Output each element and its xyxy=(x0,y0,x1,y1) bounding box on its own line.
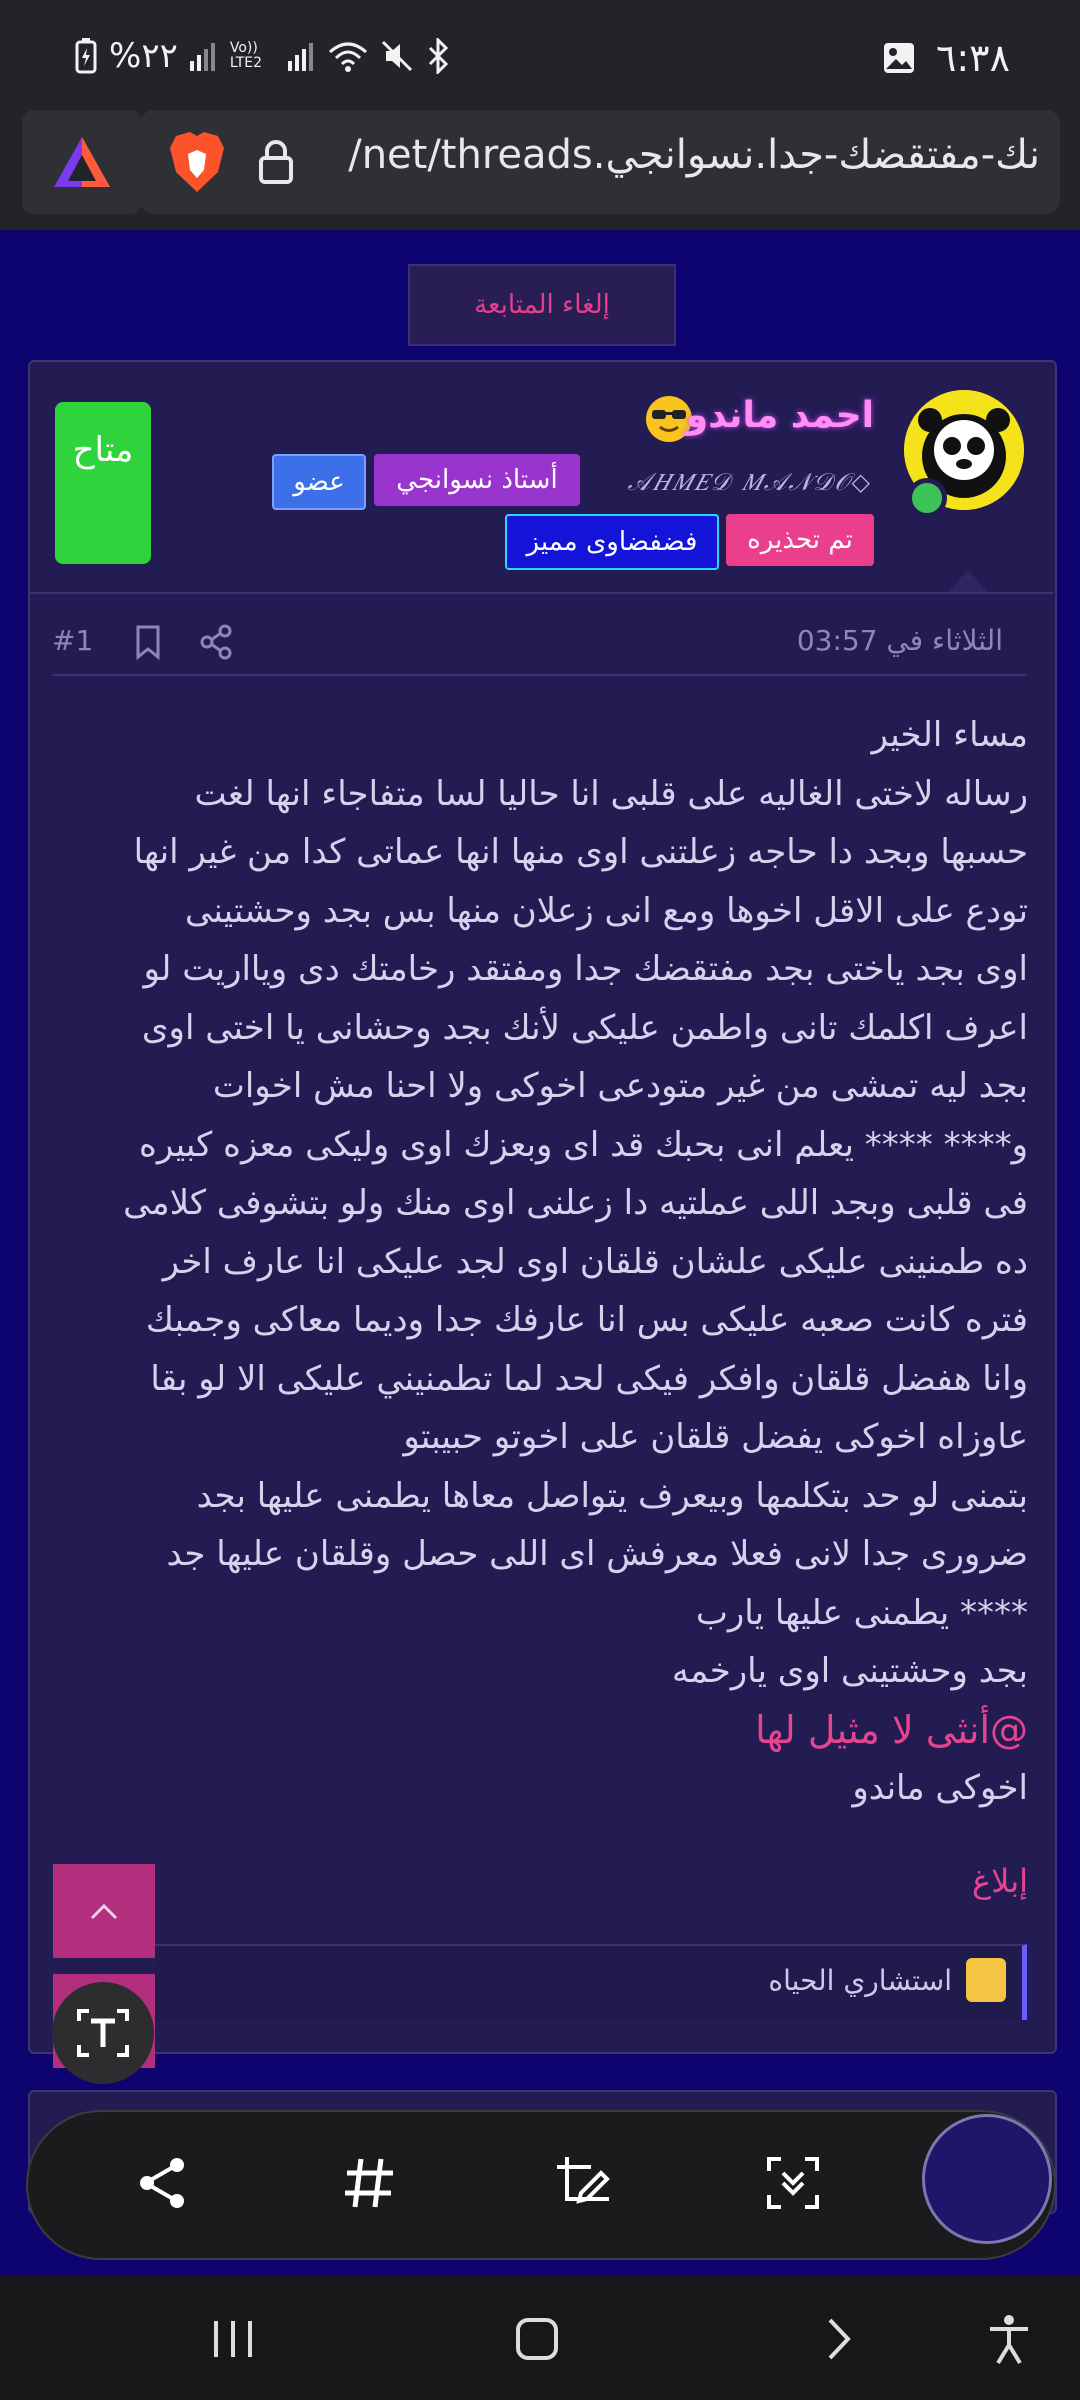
post-text-line: اوى بجد ياختى بجد مفتقضك جدا ومفتقد رخامتك دى ويااريت لو xyxy=(143,949,1028,989)
crop-edit-icon xyxy=(553,2153,613,2213)
hashtag-icon xyxy=(341,2155,397,2211)
unfollow-button[interactable]: إلغاء المتابعة xyxy=(408,264,676,346)
post-text-line: حسبها وبجد دا حاجه زعلتنى اوى منها انها عماتى كدا من غير انها xyxy=(133,832,1028,872)
status-right xyxy=(882,36,1010,80)
brave-rewards-icon xyxy=(52,135,112,189)
screenshot-toolbar xyxy=(26,2110,1056,2260)
post-text-line: مساء الخير xyxy=(871,715,1028,755)
clock: ٦:٣٨ xyxy=(935,36,1010,80)
user-tag-teacher: أستاذ نسوانجي xyxy=(374,454,580,506)
post-text-line: و**** **** يعلم انى بحبك قد اى وبعزك اوى وليكى معزه كبيره xyxy=(139,1124,1028,1165)
post-text-line: ده طمنينى عليكى علشان قلقان اوى لجد عليكى انا عارف اخر xyxy=(162,1241,1028,1282)
reaction-users[interactable]: استشاري الحياه xyxy=(768,1964,952,1997)
share-icon xyxy=(135,2155,191,2211)
brave-rewards-button[interactable] xyxy=(22,110,142,214)
user-tag-warned: تم تحذيره xyxy=(726,514,874,566)
divider xyxy=(28,592,1053,594)
signal-icon xyxy=(190,41,218,71)
post-date[interactable]: الثلاثاء في 03:57 xyxy=(796,624,1003,657)
post-text-line: بتمنى لو حد بتكلمها وبيعرف يتواصل معاها يطمنى عليها بجد xyxy=(196,1475,1028,1516)
status-bar xyxy=(0,0,1080,110)
home-button[interactable] xyxy=(502,2306,572,2372)
post-meta xyxy=(28,612,1053,672)
battery-charging-icon xyxy=(75,38,97,74)
accessibility-icon xyxy=(986,2313,1032,2365)
toolbar-edit-button[interactable] xyxy=(548,2148,618,2218)
recents-button[interactable] xyxy=(198,2306,268,2372)
network-label: Vo)) LTE2 xyxy=(229,40,263,71)
post-text-line: اعرف اكلمك تانى واطمن عليكى لأنك بجد وحشانى يا اختى اوى xyxy=(141,1007,1028,1048)
system-nav-bar xyxy=(0,2276,1080,2400)
user-tag-member: عضو xyxy=(272,454,366,510)
user-title: 𝒜𝐻𝑀𝐸𝒟 𝑀𝒜𝒩𝒟𝒪◇ xyxy=(627,468,872,496)
toolbar-tag-button[interactable] xyxy=(334,2148,404,2218)
post-text-line: فى قلبى وبجد اللى عملتيه دا زعلنى اوى منك ولو بتشوفى كلامى xyxy=(123,1183,1028,1223)
text-extract-button[interactable] xyxy=(52,1982,154,2084)
post-text-line: وانا هفضل قلقان وافكر فيكى لحد لما تطمنيني عليكى الا لو بقا xyxy=(150,1358,1028,1399)
post-text-line: فتره كانت صعبه عليكى بس انا عارفك جدا وديما معاكى وجمبك xyxy=(145,1300,1028,1340)
recents-icon xyxy=(208,2317,258,2361)
text-recognition-icon xyxy=(75,2005,131,2061)
url-text[interactable]: نك-مفتقضك-جدا.نسوانجي.net/threads/ xyxy=(348,132,1040,178)
post-number[interactable]: #1 xyxy=(52,624,94,657)
mention-link[interactable]: @أنثى لا مثيل لها xyxy=(755,1707,1028,1752)
wifi-icon xyxy=(328,40,368,72)
online-indicator xyxy=(907,478,947,518)
home-icon xyxy=(514,2316,560,2362)
post-text-line: بجد ليه تمشى من غير متودعى اخوكى ولا احنا مش اخوات xyxy=(212,1066,1028,1106)
post-text-line: رساله لاختى الغاليه على قلبى انا حاليا لسا متفاجاء انها لغت xyxy=(194,773,1028,814)
bookmark-icon[interactable] xyxy=(130,624,166,660)
user-name[interactable]: احمد ماندو xyxy=(685,395,874,436)
browser-url-bar xyxy=(0,110,1080,230)
divider xyxy=(52,674,1027,676)
toolbar-scroll-capture-button[interactable] xyxy=(758,2148,828,2218)
post-text xyxy=(68,706,1028,1701)
post-body xyxy=(68,706,1028,1818)
share-icon[interactable] xyxy=(198,624,234,660)
post-text-line: عاوزاه اخوكى يفضل قلقان على اخوتو حبيبتو xyxy=(403,1417,1028,1457)
back-icon xyxy=(824,2316,854,2362)
gallery-icon xyxy=(882,41,916,75)
battery-percent: %٢٢ xyxy=(109,36,178,76)
report-link[interactable]: إبلاغ xyxy=(972,1862,1028,1900)
toolbar-share-button[interactable] xyxy=(128,2148,198,2218)
back-button[interactable] xyxy=(804,2306,874,2372)
chevron-up-icon xyxy=(89,1901,119,1921)
user-panel-notch xyxy=(948,570,988,592)
accessibility-button[interactable] xyxy=(974,2306,1044,2372)
screenshot-thumbnail[interactable] xyxy=(922,2114,1052,2244)
signal-icon xyxy=(288,41,316,71)
user-tag-vip: فضفضاوى مميز xyxy=(505,514,719,570)
bluetooth-icon xyxy=(426,38,450,74)
user-status-badge: متاح xyxy=(55,402,151,564)
mute-icon xyxy=(380,39,414,73)
scan-icon xyxy=(765,2155,821,2211)
like-thumb-icon xyxy=(966,1958,1006,2002)
post-text-line: بجد وحشتينى اوى يارخمه xyxy=(671,1651,1028,1691)
post-text-line: **** يطمنى عليها يارب xyxy=(695,1592,1028,1633)
status-left xyxy=(75,36,450,76)
post-signoff: اخوكى ماندو xyxy=(852,1768,1028,1808)
post-text-line: تودع على الاقل اخوها ومع انى زعلان منها بس بجد وحشتينى xyxy=(185,890,1028,931)
reaction-bar[interactable] xyxy=(155,1944,1027,2020)
post-text-line: ضرورى جدا لانى فعلا معرفش اى اللى حصل وقلقان عليها جد xyxy=(166,1534,1028,1574)
scroll-to-top-button[interactable] xyxy=(53,1864,155,1958)
